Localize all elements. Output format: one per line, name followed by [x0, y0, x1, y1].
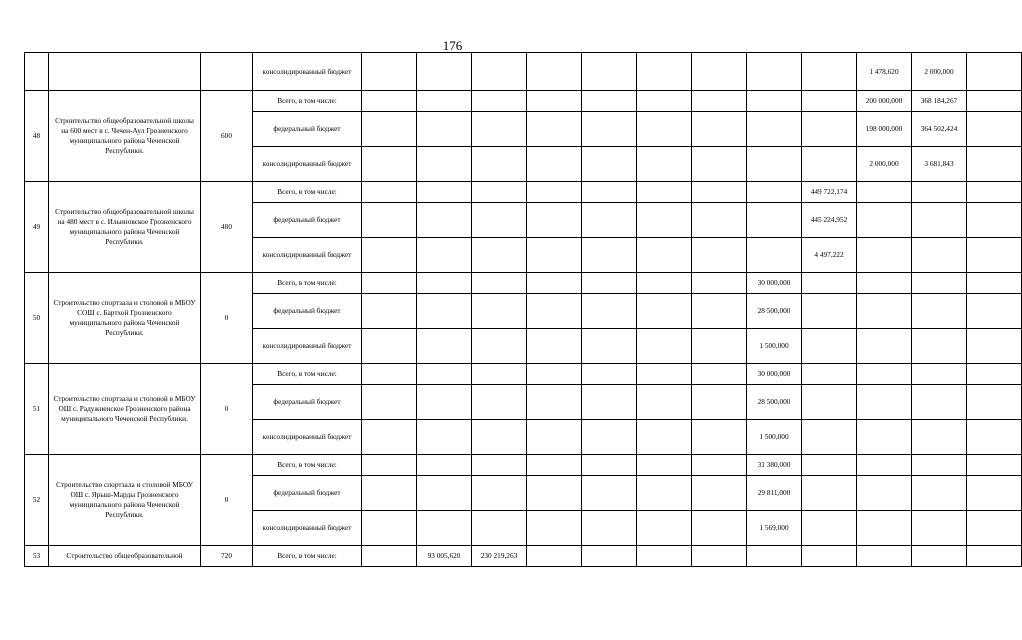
row-number-cell: 52 — [25, 455, 49, 546]
value-cell-c9 — [802, 294, 857, 329]
value-cell-c6 — [637, 329, 692, 364]
value-cell-c7 — [692, 385, 747, 420]
value-cell-c2 — [417, 364, 472, 385]
value-cell-c8 — [747, 238, 802, 273]
value-cell-c6 — [637, 511, 692, 546]
row-number-cell — [25, 53, 49, 91]
budget-type-cell: федеральный бюджет — [253, 294, 362, 329]
value-cell-c11: 364 502,424 — [912, 112, 967, 147]
value-cell-c6 — [637, 364, 692, 385]
value-cell-c3 — [472, 53, 527, 91]
value-cell-c5 — [582, 455, 637, 476]
value-cell-c2 — [417, 112, 472, 147]
budget-type-cell: Всего, в том числе: — [253, 182, 362, 203]
value-cell-c8: 1 500,000 — [747, 329, 802, 364]
value-cell-c11 — [912, 546, 967, 567]
value-cell-c7 — [692, 91, 747, 112]
value-cell-c11 — [912, 476, 967, 511]
value-cell-c4 — [527, 294, 582, 329]
value-cell-c6 — [637, 420, 692, 455]
value-cell-c1 — [362, 420, 417, 455]
value-cell-c8: 28 500,000 — [747, 385, 802, 420]
value-cell-c8: 1 500,000 — [747, 420, 802, 455]
value-cell-c1 — [362, 147, 417, 182]
value-cell-c12 — [967, 420, 1022, 455]
value-cell-c7 — [692, 329, 747, 364]
value-cell-c2 — [417, 511, 472, 546]
value-cell-c10 — [857, 476, 912, 511]
value-cell-c4 — [527, 476, 582, 511]
value-cell-c11 — [912, 294, 967, 329]
value-cell-c3 — [472, 329, 527, 364]
value-cell-c5 — [582, 476, 637, 511]
value-cell-c10: 1 478,620 — [857, 53, 912, 91]
value-cell-c5 — [582, 91, 637, 112]
value-cell-c8 — [747, 53, 802, 91]
value-cell-c1 — [362, 511, 417, 546]
value-cell-c4 — [527, 91, 582, 112]
value-cell-c4 — [527, 420, 582, 455]
value-cell-c12 — [967, 203, 1022, 238]
value-cell-c2 — [417, 182, 472, 203]
value-cell-c8: 30 000,000 — [747, 364, 802, 385]
value-cell-c9 — [802, 420, 857, 455]
value-cell-c4 — [527, 238, 582, 273]
budget-type-cell: федеральный бюджет — [253, 385, 362, 420]
value-cell-c6 — [637, 546, 692, 567]
value-cell-c9 — [802, 112, 857, 147]
value-cell-c1 — [362, 385, 417, 420]
value-cell-c11: 3 681,843 — [912, 147, 967, 182]
value-cell-c10 — [857, 546, 912, 567]
value-cell-c9 — [802, 53, 857, 91]
value-cell-c7 — [692, 476, 747, 511]
description-cell — [49, 53, 201, 91]
value-cell-c5 — [582, 112, 637, 147]
value-cell-c3 — [472, 112, 527, 147]
value-cell-c5 — [582, 273, 637, 294]
value-cell-c10 — [857, 364, 912, 385]
value-cell-c12 — [967, 182, 1022, 203]
value-cell-c8: 28 500,000 — [747, 294, 802, 329]
value-cell-c3 — [472, 273, 527, 294]
value-cell-c1 — [362, 476, 417, 511]
value-cell-c8 — [747, 147, 802, 182]
value-cell-c5 — [582, 511, 637, 546]
value-cell-c12 — [967, 546, 1022, 567]
capacity-cell: 600 — [201, 91, 253, 182]
description-cell: Строительство общеобразовательной школы на 600 мест в с. Чечен-Аул Грозненского муниципального района Чеченской Республики. — [49, 91, 201, 182]
value-cell-c5 — [582, 329, 637, 364]
value-cell-c6 — [637, 273, 692, 294]
value-cell-c3 — [472, 511, 527, 546]
value-cell-c12 — [967, 147, 1022, 182]
capacity-cell: 0 — [201, 364, 253, 455]
value-cell-c10 — [857, 385, 912, 420]
value-cell-c3 — [472, 147, 527, 182]
value-cell-c9 — [802, 546, 857, 567]
value-cell-c7 — [692, 455, 747, 476]
table-row — [25, 546, 1022, 567]
value-cell-c1 — [362, 203, 417, 238]
value-cell-c7 — [692, 182, 747, 203]
value-cell-c3 — [472, 385, 527, 420]
value-cell-c3 — [472, 238, 527, 273]
value-cell-c3 — [472, 476, 527, 511]
value-cell-c7 — [692, 147, 747, 182]
value-cell-c10 — [857, 329, 912, 364]
value-cell-c3 — [472, 364, 527, 385]
value-cell-c8: 29 811,000 — [747, 476, 802, 511]
value-cell-c12 — [967, 455, 1022, 476]
value-cell-c4 — [527, 364, 582, 385]
value-cell-c6 — [637, 53, 692, 91]
value-cell-c2 — [417, 294, 472, 329]
value-cell-c6 — [637, 476, 692, 511]
capacity-cell: 720 — [201, 546, 253, 567]
value-cell-c10 — [857, 273, 912, 294]
value-cell-c4 — [527, 147, 582, 182]
value-cell-c9: 4 497,222 — [802, 238, 857, 273]
value-cell-c3 — [472, 455, 527, 476]
value-cell-c6 — [637, 147, 692, 182]
value-cell-c8 — [747, 182, 802, 203]
value-cell-c9 — [802, 511, 857, 546]
value-cell-c11: 368 184,267 — [912, 91, 967, 112]
value-cell-c12 — [967, 112, 1022, 147]
value-cell-c12 — [967, 511, 1022, 546]
value-cell-c9 — [802, 273, 857, 294]
value-cell-c12 — [967, 91, 1022, 112]
value-cell-c11 — [912, 329, 967, 364]
value-cell-c10: 2 000,000 — [857, 147, 912, 182]
value-cell-c8: 31 380,000 — [747, 455, 802, 476]
value-cell-c3: 230 219,263 — [472, 546, 527, 567]
value-cell-c7 — [692, 238, 747, 273]
table-row — [25, 53, 1022, 91]
value-cell-c12 — [967, 476, 1022, 511]
value-cell-c6 — [637, 182, 692, 203]
description-cell: Строительство общеобразовательной — [49, 546, 201, 567]
capacity-cell: 480 — [201, 182, 253, 273]
value-cell-c1 — [362, 182, 417, 203]
value-cell-c5 — [582, 238, 637, 273]
value-cell-c4 — [527, 329, 582, 364]
budget-type-cell: Всего, в том числе: — [253, 91, 362, 112]
value-cell-c1 — [362, 455, 417, 476]
table-row — [25, 455, 1022, 476]
value-cell-c6 — [637, 238, 692, 273]
value-cell-c3 — [472, 91, 527, 112]
value-cell-c10: 200 000,000 — [857, 91, 912, 112]
value-cell-c2 — [417, 53, 472, 91]
row-number-cell: 51 — [25, 364, 49, 455]
value-cell-c1 — [362, 273, 417, 294]
value-cell-c1 — [362, 53, 417, 91]
value-cell-c12 — [967, 294, 1022, 329]
budget-type-cell: федеральный бюджет — [253, 112, 362, 147]
value-cell-c1 — [362, 91, 417, 112]
value-cell-c12 — [967, 329, 1022, 364]
value-cell-c11 — [912, 455, 967, 476]
value-cell-c2 — [417, 455, 472, 476]
value-cell-c9 — [802, 455, 857, 476]
value-cell-c3 — [472, 294, 527, 329]
value-cell-c5 — [582, 420, 637, 455]
value-cell-c2 — [417, 147, 472, 182]
value-cell-c9 — [802, 329, 857, 364]
value-cell-c2 — [417, 203, 472, 238]
value-cell-c7 — [692, 112, 747, 147]
value-cell-c4 — [527, 385, 582, 420]
value-cell-c10 — [857, 420, 912, 455]
value-cell-c8 — [747, 112, 802, 147]
value-cell-c2 — [417, 476, 472, 511]
table-row — [25, 182, 1022, 203]
value-cell-c10 — [857, 294, 912, 329]
value-cell-c8 — [747, 203, 802, 238]
value-cell-c1 — [362, 112, 417, 147]
value-cell-c4 — [527, 273, 582, 294]
value-cell-c2: 93 005,620 — [417, 546, 472, 567]
page-number: 176 — [442, 38, 463, 53]
value-cell-c12 — [967, 273, 1022, 294]
row-number-cell: 53 — [25, 546, 49, 567]
description-cell: Строительство спортзала и столовой в МБОУ СОШ с. Бартхой Грозненского муниципального района Чеченской Республики. — [49, 273, 201, 364]
value-cell-c11 — [912, 273, 967, 294]
row-number-cell: 49 — [25, 182, 49, 273]
value-cell-c12 — [967, 238, 1022, 273]
value-cell-c5 — [582, 147, 637, 182]
value-cell-c6 — [637, 455, 692, 476]
value-cell-c10 — [857, 511, 912, 546]
budget-type-cell: консолидированный бюджет — [253, 238, 362, 273]
budget-type-cell: консолидированный бюджет — [253, 53, 362, 91]
value-cell-c8 — [747, 91, 802, 112]
value-cell-c7 — [692, 420, 747, 455]
value-cell-c2 — [417, 91, 472, 112]
row-number-cell: 48 — [25, 91, 49, 182]
value-cell-c5 — [582, 182, 637, 203]
value-cell-c5 — [582, 203, 637, 238]
value-cell-c12 — [967, 53, 1022, 91]
budget-type-cell: консолидированный бюджет — [253, 420, 362, 455]
budget-table — [24, 52, 1022, 567]
value-cell-c4 — [527, 203, 582, 238]
description-cell: Строительство спортзала и столовой МБОУ ОШ с. Ярыш-Марды Грозненского муниципального района Чеченской Республики. — [49, 455, 201, 546]
value-cell-c9 — [802, 385, 857, 420]
value-cell-c7 — [692, 364, 747, 385]
table-row — [25, 364, 1022, 385]
value-cell-c5 — [582, 53, 637, 91]
budget-type-cell: Всего, в том числе: — [253, 364, 362, 385]
value-cell-c1 — [362, 329, 417, 364]
value-cell-c11 — [912, 364, 967, 385]
value-cell-c11: 2 000,000 — [912, 53, 967, 91]
value-cell-c4 — [527, 546, 582, 567]
value-cell-c3 — [472, 203, 527, 238]
value-cell-c2 — [417, 273, 472, 294]
value-cell-c9 — [802, 91, 857, 112]
value-cell-c1 — [362, 364, 417, 385]
value-cell-c1 — [362, 546, 417, 567]
budget-type-cell: консолидированный бюджет — [253, 147, 362, 182]
table-row — [25, 91, 1022, 112]
value-cell-c9: 445 224,952 — [802, 203, 857, 238]
value-cell-c11 — [912, 420, 967, 455]
value-cell-c2 — [417, 329, 472, 364]
value-cell-c11 — [912, 182, 967, 203]
value-cell-c3 — [472, 420, 527, 455]
value-cell-c4 — [527, 511, 582, 546]
value-cell-c6 — [637, 385, 692, 420]
value-cell-c11 — [912, 203, 967, 238]
row-number-cell: 50 — [25, 273, 49, 364]
value-cell-c11 — [912, 385, 967, 420]
value-cell-c9 — [802, 364, 857, 385]
value-cell-c10 — [857, 238, 912, 273]
description-cell: Строительство общеобразовательной школы на 480 мест в с. Ильиновское Грозненского муниципального района Чеченской Республики. — [49, 182, 201, 273]
value-cell-c7 — [692, 203, 747, 238]
budget-type-cell: федеральный бюджет — [253, 476, 362, 511]
value-cell-c5 — [582, 546, 637, 567]
budget-type-cell: консолидированный бюджет — [253, 329, 362, 364]
budget-type-cell: Всего, в том числе: — [253, 546, 362, 567]
value-cell-c10: 198 000,000 — [857, 112, 912, 147]
capacity-cell: 0 — [201, 273, 253, 364]
table-row — [25, 273, 1022, 294]
budget-type-cell: Всего, в том числе: — [253, 455, 362, 476]
value-cell-c4 — [527, 455, 582, 476]
value-cell-c7 — [692, 546, 747, 567]
value-cell-c1 — [362, 238, 417, 273]
value-cell-c12 — [967, 385, 1022, 420]
value-cell-c9 — [802, 476, 857, 511]
value-cell-c6 — [637, 203, 692, 238]
value-cell-c7 — [692, 511, 747, 546]
value-cell-c3 — [472, 182, 527, 203]
budget-type-cell: Всего, в том числе: — [253, 273, 362, 294]
value-cell-c4 — [527, 182, 582, 203]
value-cell-c7 — [692, 294, 747, 329]
value-cell-c1 — [362, 294, 417, 329]
value-cell-c2 — [417, 420, 472, 455]
value-cell-c9: 449 722,174 — [802, 182, 857, 203]
value-cell-c4 — [527, 112, 582, 147]
value-cell-c10 — [857, 182, 912, 203]
value-cell-c10 — [857, 455, 912, 476]
value-cell-c8: 30 000,000 — [747, 273, 802, 294]
value-cell-c11 — [912, 511, 967, 546]
value-cell-c7 — [692, 273, 747, 294]
value-cell-c5 — [582, 294, 637, 329]
capacity-cell — [201, 53, 253, 91]
value-cell-c4 — [527, 53, 582, 91]
value-cell-c6 — [637, 91, 692, 112]
value-cell-c8 — [747, 546, 802, 567]
budget-type-cell: консолидированный бюджет — [253, 511, 362, 546]
value-cell-c2 — [417, 385, 472, 420]
value-cell-c7 — [692, 53, 747, 91]
value-cell-c5 — [582, 364, 637, 385]
budget-type-cell: федеральный бюджет — [253, 203, 362, 238]
value-cell-c10 — [857, 203, 912, 238]
value-cell-c6 — [637, 112, 692, 147]
value-cell-c8: 1 569,000 — [747, 511, 802, 546]
value-cell-c12 — [967, 364, 1022, 385]
value-cell-c11 — [912, 238, 967, 273]
value-cell-c6 — [637, 294, 692, 329]
description-cell: Строительство спортзала и столовой в МБОУ ОШ с. Радужненское Грозненского района муниципального Чеченской Республики. — [49, 364, 201, 455]
value-cell-c2 — [417, 238, 472, 273]
value-cell-c5 — [582, 385, 637, 420]
capacity-cell: 0 — [201, 455, 253, 546]
value-cell-c9 — [802, 147, 857, 182]
